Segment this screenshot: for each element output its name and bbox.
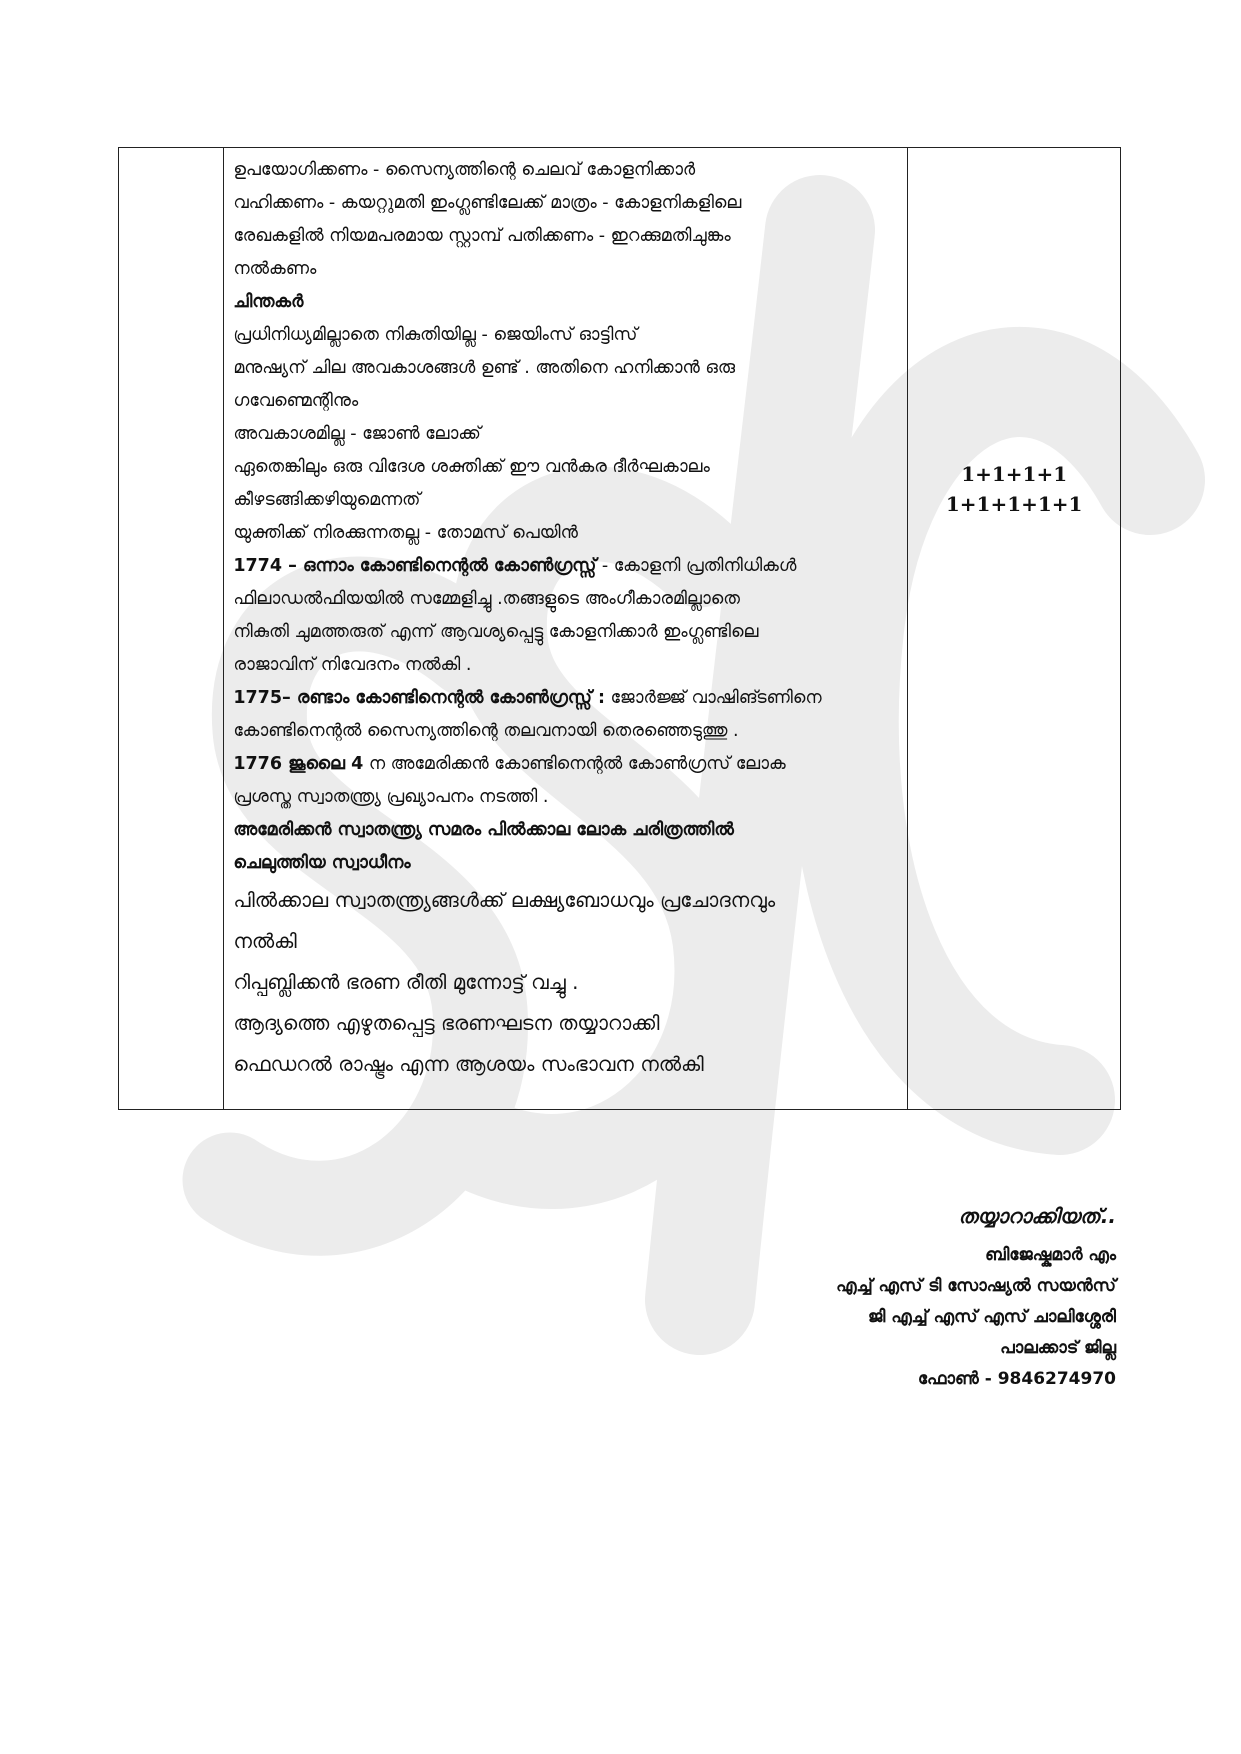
table-row <box>119 148 1121 1110</box>
content-line-text: - കോളനി പ്രതിനിധികൾ <box>596 556 797 576</box>
prepared-by-block <box>836 1196 1116 1395</box>
author-district: പാലക്കാട് ജില്ല <box>1000 1338 1116 1358</box>
score-cell <box>908 148 1121 1110</box>
score-value: 1+1+1+1+1 <box>945 491 1083 516</box>
content-line-1774 <box>233 550 899 583</box>
content-line: ഫിലാഡൽഫിയയിൽ സമ്മേളിച്ചു .തങ്ങളുടെ അംഗീകാരമില്ലാതെ <box>233 589 740 609</box>
content-line: പ്രശസ്ത സ്വാതന്ത്ര്യ പ്രഖ്യാപനം നടത്തി . <box>233 787 549 807</box>
year-heading-1776: 1776 ജൂലൈ 4 <box>233 754 364 774</box>
content-line: യുക്തിക്ക് നിരക്കുന്നതല്ല - തോമസ് പെയിൻ <box>233 523 578 543</box>
section-heading-influence: അമേരിക്കൻ സ്വാതന്ത്ര്യ സമരം പിൽക്കാല ലോക ചരിത്രത്തിൽ <box>233 820 734 840</box>
influence-point: ആദ്യത്തെ എഴുതപ്പെട്ട ഭരണഘടന തയ്യാറാക്കി <box>233 1011 660 1035</box>
influence-point: നൽകി <box>233 929 297 953</box>
content-line: നൽകണം <box>233 259 317 279</box>
content-line: ഏതെങ്കിലും ഒരു വിദേശ ശക്തിക്ക് ഈ വൻകര ദീർഘകാലം <box>233 457 710 477</box>
content-line: അവകാശമില്ല - ജോൺ ലോക്ക് <box>233 424 481 444</box>
section-heading-influence: ചെലുത്തിയ സ്വാധീനം <box>233 853 411 873</box>
content-line: ഉപയോഗിക്കണം - സൈന്യത്തിന്റെ ചെലവ് കോളനിക്കാർ <box>233 160 696 180</box>
content-line: പ്രധിനിധ്യമില്ലാതെ നികുതിയില്ല - ജെയിംസ് ഓട്ടിസ് <box>233 325 638 345</box>
year-heading-1774: 1774 – ഒന്നാം കോണ്ടിനെന്റൽ കോൺഗ്രസ്സ് <box>233 556 597 576</box>
answer-content-cell <box>224 148 908 1110</box>
answer-key-table <box>118 147 1121 1110</box>
author-name: ബിജേഷ്കുമാർ എം <box>985 1245 1116 1265</box>
influence-point: റിപ്പബ്ലിക്കൻ ഭരണ രീതി മുന്നോട്ട് വച്ചു . <box>233 970 579 994</box>
content-line-1775 <box>233 682 899 715</box>
content-line-text: ന അമേരിക്കൻ കോണ്ടിനെന്റൽ കോൺഗ്രസ് ലോക <box>363 754 786 774</box>
author-phone: ഫോൺ - 9846274970 <box>917 1369 1116 1389</box>
content-line-1776 <box>233 748 899 781</box>
content-line: മനുഷ്യന് ചില അവകാശങ്ങൾ ഉണ്ട് . അതിനെ ഹനിക്കാൻ ഒരു <box>233 358 736 378</box>
influence-point: ഫെഡറൽ രാഷ്ട്രം എന്ന ആശയം സംഭാവന നൽകി <box>233 1052 704 1076</box>
year-heading-1775: 1775– രണ്ടാം കോണ്ടിനെന്റൽ കോൺഗ്രസ്സ് : <box>233 688 605 708</box>
prepared-by-heading: തയ്യാറാക്കിയത്.. <box>958 1204 1116 1228</box>
author-school: ജി എച്ച് എസ് എസ് ചാലിശ്ശേരി <box>867 1307 1116 1327</box>
score-group <box>908 459 1120 519</box>
content-line: നികുതി ചുമത്തരുത് എന്ന് ആവശ്യപ്പെട്ടു കോളനിക്കാർ ഇംഗ്ലണ്ടിലെ <box>233 622 759 642</box>
content-line: വഹിക്കണം - കയറ്റുമതി ഇംഗ്ലണ്ടിലേക്ക് മാത്രം - കോളനികളിലെ <box>233 193 742 213</box>
question-number-cell <box>119 148 224 1110</box>
score-value: 1+1+1+1 <box>961 461 1068 486</box>
influence-point: പിൽക്കാല സ്വാതന്ത്ര്യങ്ങൾക്ക് ലക്ഷ്യബോധവും പ്രചോദനവും <box>233 888 776 912</box>
content-line: രേഖകളിൽ നിയമപരമായ സ്റ്റാമ്പ് പതിക്കണം - ഇറക്കുമതിചുങ്കം <box>233 226 731 246</box>
content-line: കോണ്ടിനെന്റൽ സൈന്യത്തിന്റെ തലവനായി തെരഞ്ഞെടുത്തു . <box>233 721 739 741</box>
content-line: രാജാവിന് നിവേദനം നൽകി . <box>233 655 472 675</box>
section-heading-thinkers: ചിന്തകർ <box>233 292 304 312</box>
content-line: ഗവേണ്മെന്റിനും <box>233 391 359 411</box>
author-designation: എച്ച് എസ് ടി സോഷ്യൽ സയൻസ് <box>836 1276 1116 1296</box>
content-line: കീഴടങ്ങിക്കഴിയുമെന്നത് <box>233 490 421 510</box>
content-line-text: ജോർജ്ജ് വാഷിങ്ടണിനെ <box>604 688 822 708</box>
